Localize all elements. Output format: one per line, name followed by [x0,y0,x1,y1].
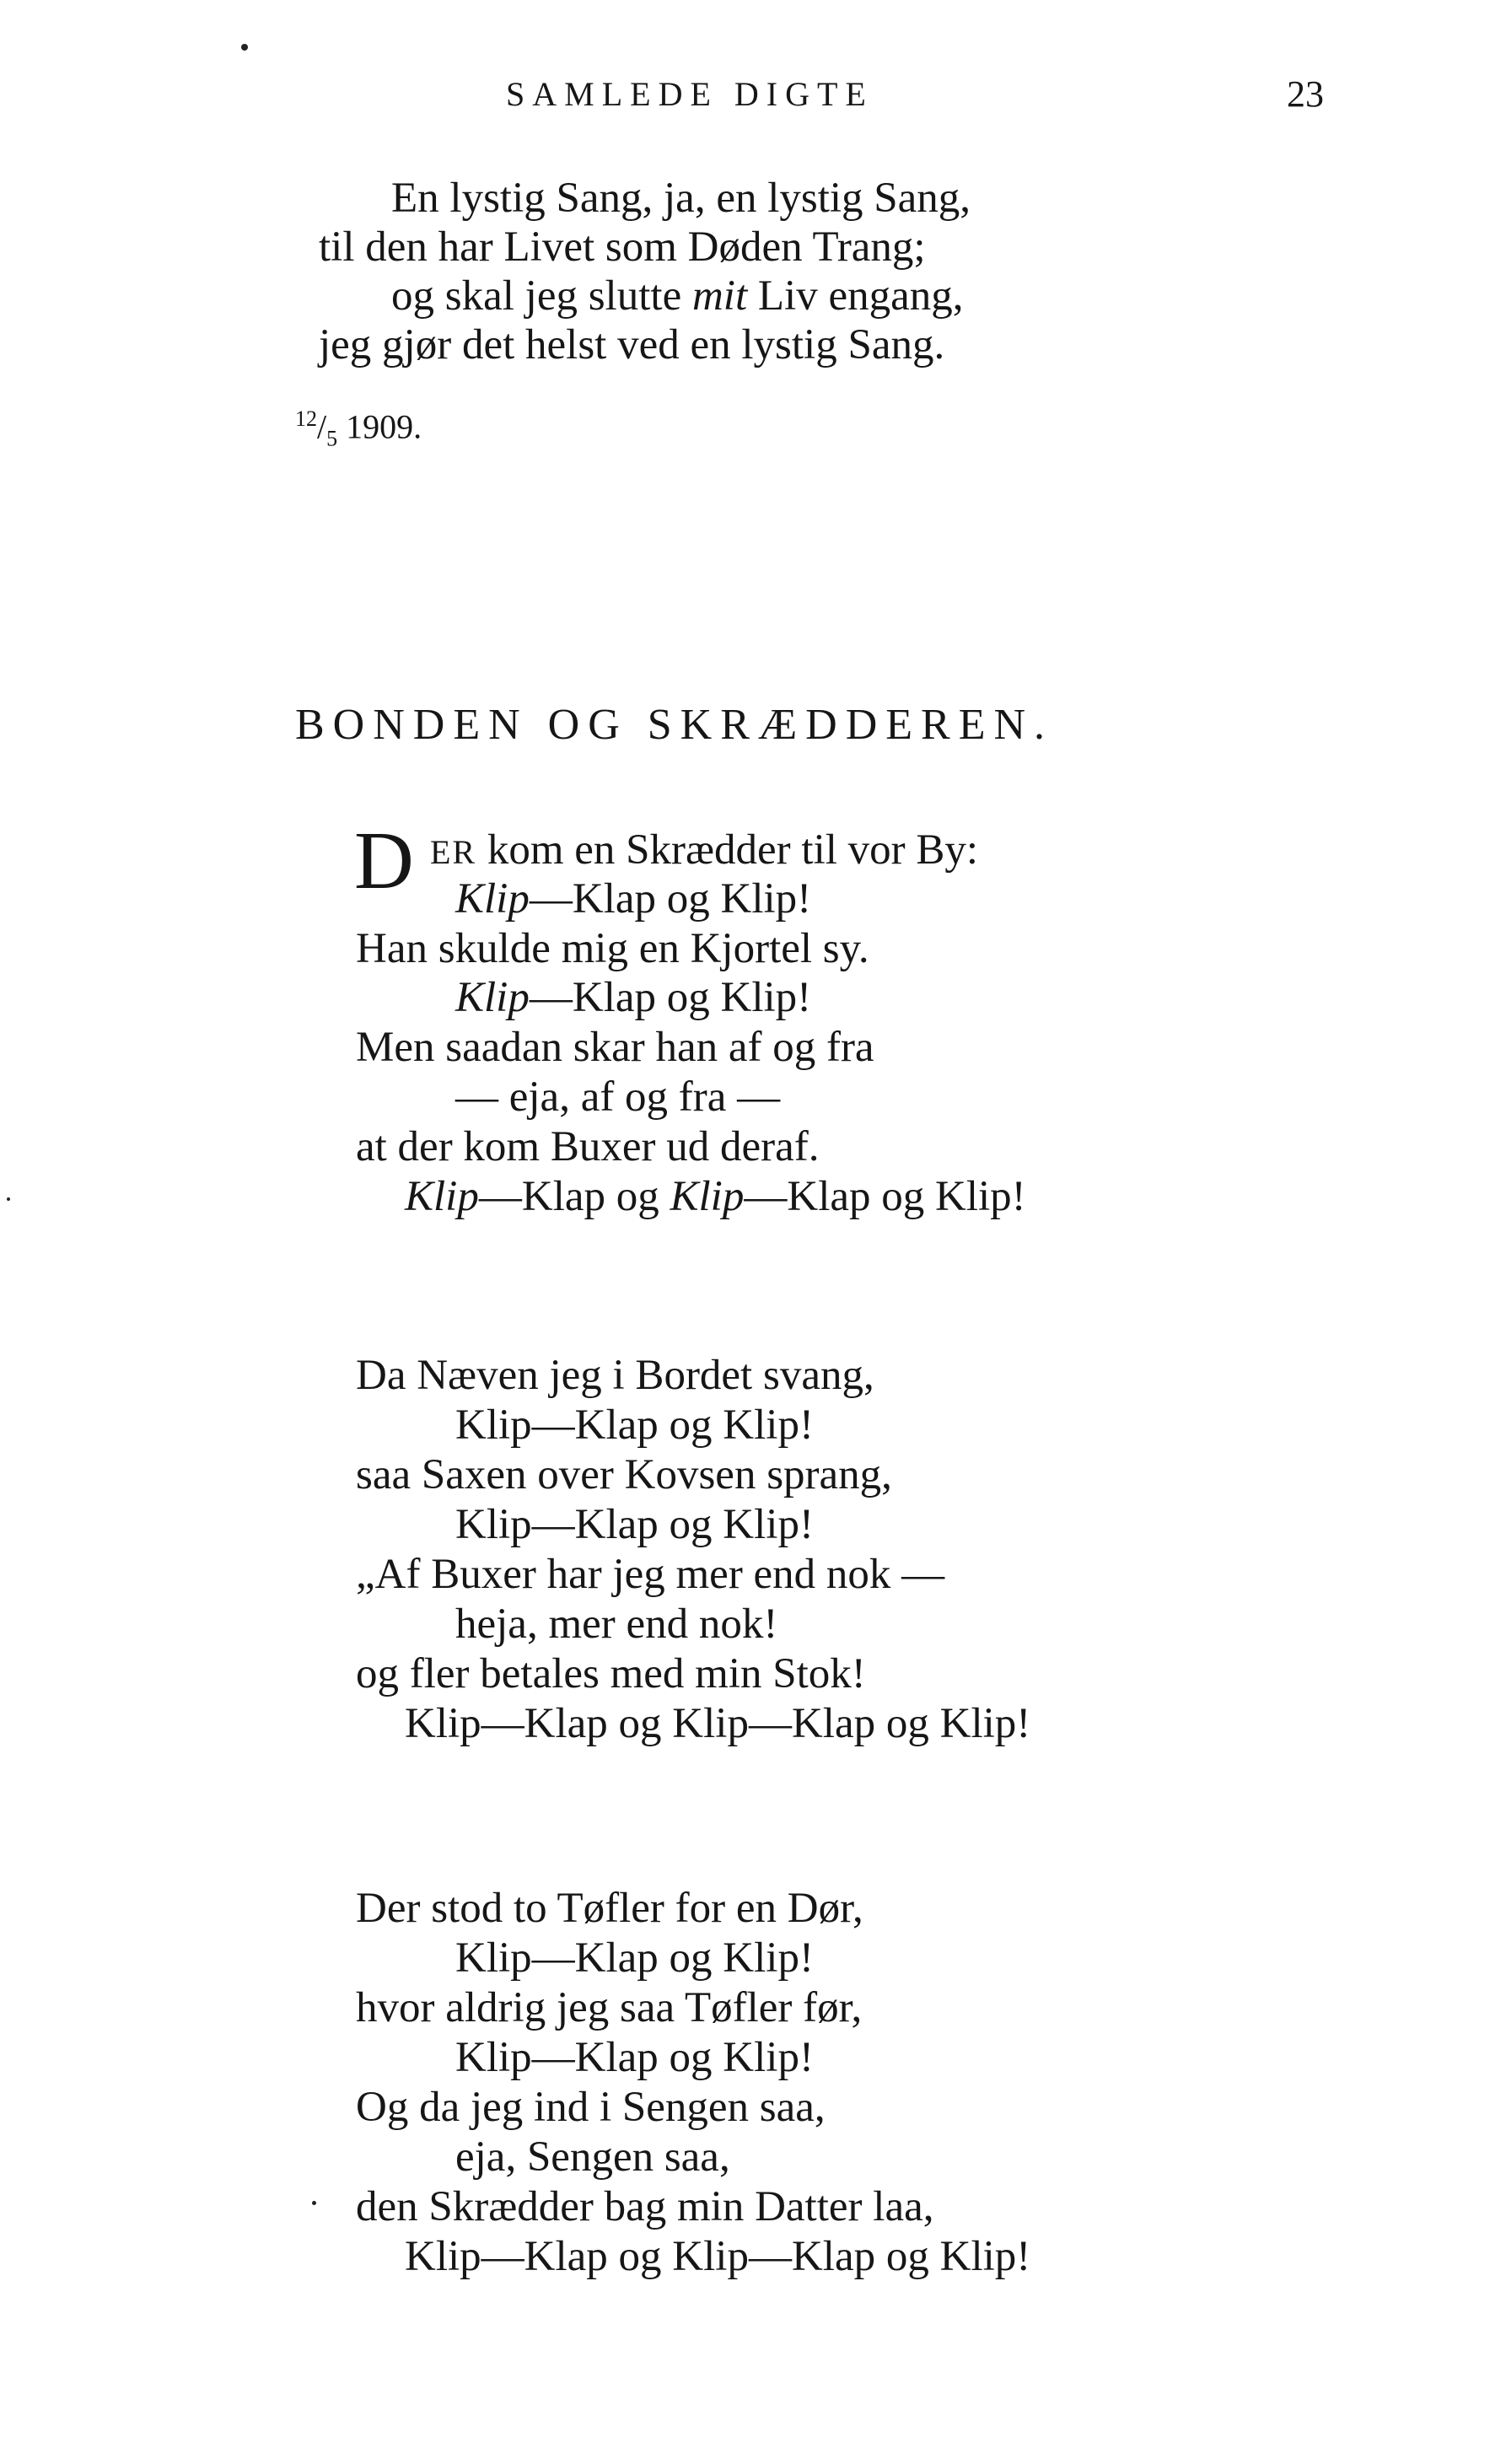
poem-line: den Skrædder bag min Datter laa, [356,2183,934,2230]
italic-word: mit [691,272,748,320]
poem-line: at der kom Buxer ud deraf. [356,1123,820,1170]
poem-line: — eja, af og fra — [455,1073,781,1121]
scan-speck [312,2201,316,2205]
poem-date: $^{12}/_5$ 1909. [295,406,422,451]
poem-line: Han skulde mig en Kjortel sy. [356,925,869,972]
refrain-line: Klip—Klap og Klip! [455,1401,814,1449]
refrain-line: Klip—Klap og Klip! [455,974,812,1021]
refrain-line: Klip—Klap og Klip—Klap og Klip! [405,2233,1031,2280]
refrain-line: Klip—Klap og Klip—Klap og Klip! [405,1173,1026,1220]
refrain-line: Klip—Klap og Klip! [455,2034,814,2081]
poem-line: Da Næven jeg i Bordet svang, [356,1352,874,1399]
poem-line: eja, Sengen saa, [455,2133,730,2181]
poem-line: ER kom en Skrædder til vor By: [430,826,979,874]
poem-line: Men saadan skar han af og fra [356,1024,874,1071]
poem-line: jeg gjør det helst ved en lystig Sang. [319,321,945,369]
poem-line: og fler betales med min Stok! [356,1650,866,1697]
scan-speck [7,1197,10,1201]
poem-line: og skal jeg slutte mit Liv engang, [391,272,964,320]
date-day: 12 [295,406,317,431]
poem-line: saa Saxen over Kovsen sprang, [356,1451,892,1498]
poem-line: Der stod to Tøfler for en Dør, [356,1885,863,1932]
poem-line: En lystig Sang, ja, en lystig Sang, [391,175,971,222]
poem-line: „Af Buxer har jeg mer end nok — [356,1551,945,1598]
page-number: 23 [1287,73,1324,115]
refrain-line: Klip—Klap og Klip! [455,1934,814,1982]
drop-cap: D [354,815,414,907]
date-month: 5 [326,426,338,451]
running-title: SAMLEDE DIGTE [506,75,874,113]
poem-title: BONDEN OG SKRÆDDEREN. [295,701,1054,749]
refrain-line: Klip—Klap og Klip! [455,1501,814,1548]
poem-line: til den har Livet som Døden Trang; [319,223,926,271]
small-caps-text: ER [430,833,477,871]
refrain-line: Klip—Klap og Klip—Klap og Klip! [405,1700,1031,1747]
poem-line: heja, mer end nok! [455,1601,778,1648]
scan-speck [241,44,248,51]
poem-line: Og da jeg ind i Sengen saa, [356,2084,826,2131]
date-year: 1909. [346,407,422,446]
refrain-line: Klip—Klap og Klip! [455,875,812,923]
poem-line: hvor aldrig jeg saa Tøfler før, [356,1984,863,2031]
